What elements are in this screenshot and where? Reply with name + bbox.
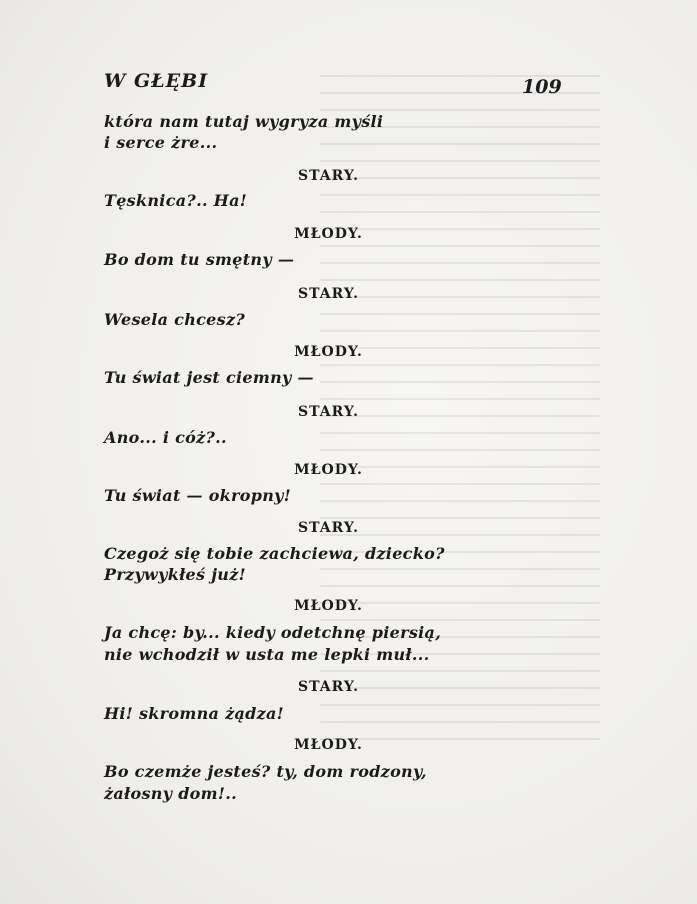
verse-line: Przywykłeś już!: [104, 565, 246, 584]
verse-line: i serce żre...: [104, 133, 218, 152]
verse-line: nie wchodził w usta me lepki muł...: [104, 645, 430, 664]
speaker-heading: STARY.: [298, 520, 359, 536]
speaker-heading: STARY.: [298, 404, 359, 420]
speaker-heading: MŁODY.: [294, 737, 363, 753]
verse-line: Tu świat — okropny!: [104, 486, 292, 505]
speaker-heading: MŁODY.: [294, 344, 363, 360]
verse-line: która nam tutaj wygryza myśli: [104, 112, 384, 131]
verse-line: Wesela chcesz?: [104, 310, 246, 329]
page-number: 109: [522, 76, 562, 98]
speaker-heading: STARY.: [298, 679, 359, 695]
verse-line: Hi! skromna żądza!: [104, 704, 285, 723]
verse-line: Tu świat jest ciemny —: [104, 368, 314, 387]
verse-line: Bo czemże jesteś? ty, dom rodzony,: [104, 762, 427, 781]
speaker-heading: MŁODY.: [294, 462, 363, 478]
verse-line: Ja chcę: by... kiedy odetchnę piersią,: [104, 623, 442, 642]
speaker-heading: MŁODY.: [294, 598, 363, 614]
verse-line: Tęsknica?.. Ha!: [104, 191, 248, 210]
verse-line: Czegoż się tobie zachciewa, dziecko?: [104, 544, 445, 563]
verse-line: żałosny dom!..: [104, 784, 237, 803]
verse-line: Ano... i cóż?..: [104, 428, 227, 447]
verse-line: Bo dom tu smętny —: [104, 250, 295, 269]
speaker-heading: STARY.: [298, 286, 359, 302]
speaker-heading: STARY.: [298, 168, 359, 184]
speaker-heading: MŁODY.: [294, 226, 363, 242]
running-header-title: W GŁĘBI: [104, 70, 209, 92]
